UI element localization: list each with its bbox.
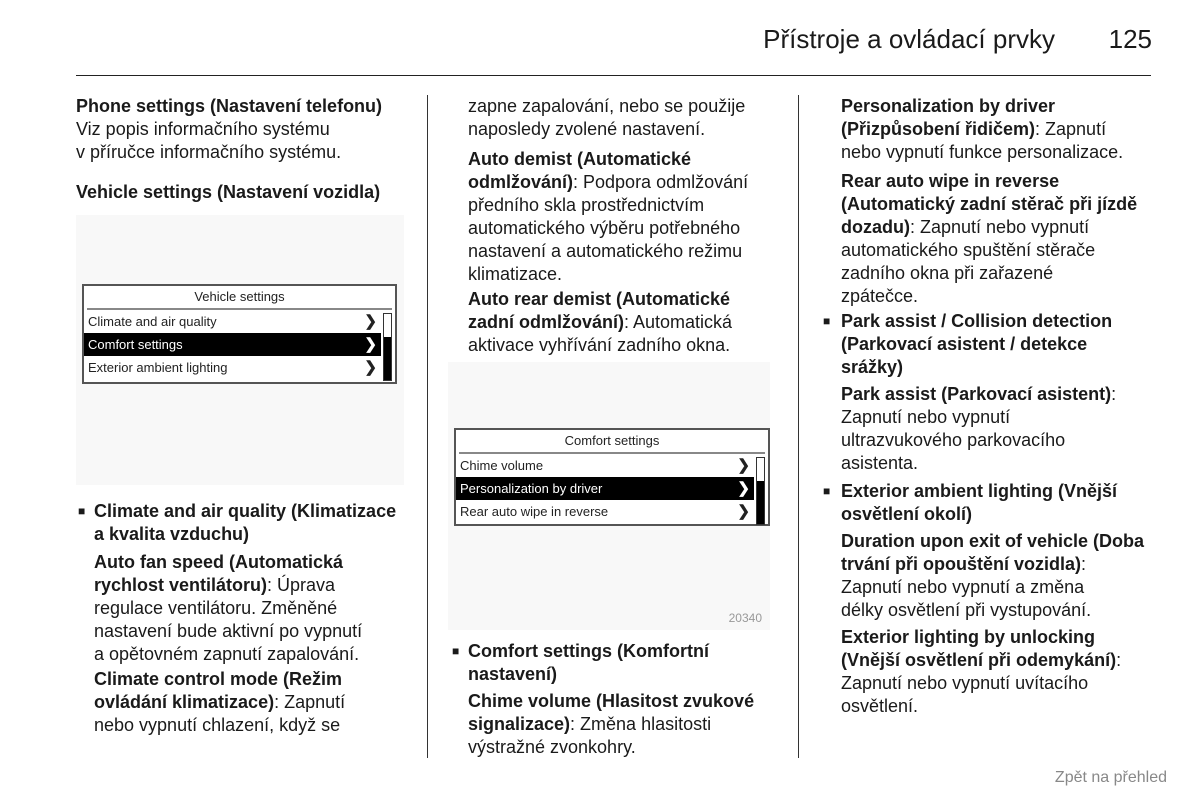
menu-item-exterior-lighting[interactable]: Exterior ambient lighting ❯ [84, 356, 381, 379]
column-divider [427, 95, 428, 758]
duration-paragraph: Duration upon exit of vehicle (Doba trvání při opouštění vozidla): Zapnutí nebo vypnutí a změna délky osvětlení při vystupování. [841, 531, 1145, 620]
chevron-right-icon: ❯ [364, 313, 377, 330]
menu-item-comfort-selected[interactable]: Comfort settings ❯ [84, 333, 381, 356]
chevron-right-icon: ❯ [737, 457, 750, 474]
rear-wipe-paragraph: Rear auto wipe in reverse (Automatický zadní stěrač při jízdě dozadu): Zapnutí nebo vypnutí automatického spuštění stěrače zadního okna při zařazené zpátečce. [841, 171, 1138, 306]
scrollbar[interactable] [383, 313, 392, 381]
ambient-bullet-heading: Exterior ambient lighting (Vnější osvětlení okolí) [841, 481, 1118, 524]
page-number: 125 [1108, 24, 1152, 54]
column-divider [798, 95, 799, 758]
scrollbar[interactable] [756, 457, 765, 525]
bullet-icon: ■ [823, 484, 831, 498]
chevron-right-icon: ❯ [364, 359, 377, 376]
chevron-right-icon: ❯ [737, 480, 750, 497]
back-to-overview-link[interactable]: Zpět na přehled [1054, 769, 1167, 786]
menu-item-climate[interactable]: Climate and air quality ❯ [84, 310, 381, 333]
chevron-right-icon: ❯ [737, 503, 750, 520]
vehicle-settings-heading: Vehicle settings (Nastavení vozidla) [76, 182, 381, 202]
rear-demist-paragraph: Auto rear demist (Automatické zadní odmlžování): Automatická aktivace vyhřívání zadního okna. [468, 289, 733, 355]
auto-fan-paragraph: Auto fan speed (Automatická rychlost ventilátoru): Úprava regulace ventilátoru. Změněné nastavení bude aktivní po vypnutí a opětovném zapnutí zapalování. [94, 552, 363, 664]
climate-bullet-heading: Climate and air quality (Klimatizace a kvalita vzduchu) [94, 501, 397, 544]
park-assist-paragraph: Park assist (Parkovací asistent): Zapnutí nebo vypnutí ultrazvukového parkovacího asistenta. [841, 384, 1117, 473]
figure-number: 20340 [728, 611, 762, 625]
vehicle-settings-figure [76, 215, 404, 485]
header-rule [76, 75, 1151, 76]
menu-item-rear-wipe[interactable]: Rear auto wipe in reverse ❯ [456, 500, 754, 523]
chime-paragraph: Chime volume (Hlasitost zvukové signalizace): Změna hlasitosti výstražné zvonkohry. [468, 691, 755, 757]
auto-demist-paragraph: Auto demist (Automatické odmlžování): Podpora odmlžování předního skla prostřednictvím automatického výběru potřebného nastavení a automatického režimu klimatizace. [468, 149, 749, 284]
comfort-settings-screen [454, 428, 770, 526]
continued-paragraph: zapne zapalování, nebo se použije naposledy zvolené nastavení. [468, 96, 746, 139]
climate-mode-paragraph: Climate control mode (Režim ovládání klimatizace): Zapnutí nebo vypnutí chlazení, když se [94, 669, 346, 735]
unlocking-paragraph: Exterior lighting by unlocking (Vnější osvětlení při odemykání): Zapnutí nebo vypnutí uvítacího osvětlení. [841, 627, 1122, 716]
menu-item-personalization-selected[interactable]: Personalization by driver ❯ [456, 477, 754, 500]
park-bullet-heading: Park assist / Collision detection (Parkovací asistent / detekce srážky) [841, 311, 1113, 377]
menu-item-chime-volume[interactable]: Chime volume ❯ [456, 454, 754, 477]
personalization-paragraph: Personalization by driver (Přizpůsobení řidičem): Zapnutí nebo vypnutí funkce personalizace. [841, 96, 1124, 162]
screen-title: Vehicle settings [87, 286, 392, 310]
chevron-right-icon: ❯ [364, 336, 377, 353]
phone-settings-paragraph: Phone settings (Nastavení telefonu) Viz popis informačního systému v příručce informačního systému. [76, 96, 383, 162]
bullet-icon: ■ [823, 314, 831, 328]
section-title: Přístroje a ovládací prvky [763, 24, 1055, 54]
comfort-settings-figure [448, 362, 770, 630]
screen-title: Comfort settings [459, 430, 765, 454]
vehicle-settings-screen [82, 284, 397, 384]
bullet-icon: ■ [78, 504, 86, 518]
comfort-bullet-heading: Comfort settings (Komfortní nastavení) [468, 641, 709, 684]
bullet-icon: ■ [452, 644, 460, 658]
